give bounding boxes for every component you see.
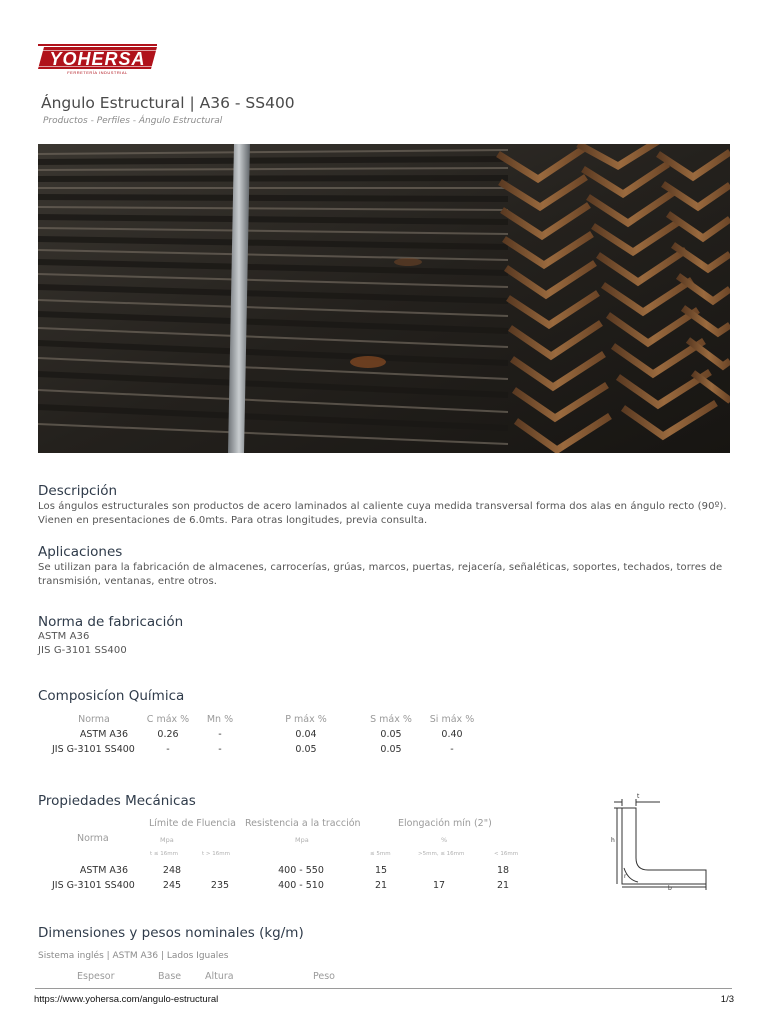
col-header-espesor: Espesor xyxy=(77,971,115,982)
footer-divider xyxy=(35,988,732,989)
brand-logo[interactable] xyxy=(38,44,157,78)
chemical-composition-table xyxy=(42,712,484,757)
table-cell: 17 xyxy=(432,880,446,891)
steel-angles-image xyxy=(38,144,730,453)
group-header-elongacion: Elongación mín (2") xyxy=(398,818,492,829)
table-cell: - xyxy=(218,744,222,755)
angle-section-icon xyxy=(608,790,714,890)
col-header-altura: Altura xyxy=(205,971,234,982)
table-cell: 0.05 xyxy=(295,744,317,755)
logo-wordmark: YOHERSA xyxy=(49,49,146,69)
table-cell xyxy=(198,863,242,878)
table-cell: 235 xyxy=(210,880,230,891)
unit-fluencia: Mpa xyxy=(160,836,174,844)
table-row xyxy=(42,878,530,893)
table-cell: 21 xyxy=(496,880,510,891)
breadcrumb[interactable]: Productos - Perfiles - Ángulo Estructural xyxy=(43,116,223,126)
table-cell: 0.05 xyxy=(380,744,402,755)
table-cell: ASTM A36 xyxy=(79,865,128,876)
page-number: 1/3 xyxy=(720,994,734,1005)
logo-tagline: FERRETERÍA INDUSTRIAL xyxy=(67,70,128,75)
unit-traccion: Mpa xyxy=(295,836,309,844)
sub-header: t > 16mm xyxy=(202,851,230,857)
table-cell: JIS G-3101 SS400 xyxy=(52,880,135,891)
unit-elongacion: % xyxy=(441,836,448,844)
angle-profile-diagram xyxy=(608,790,714,890)
table-cell: 0.04 xyxy=(295,729,317,740)
table-cell: 0.40 xyxy=(441,729,463,740)
page-title: Ángulo Estructural | A36 - SS400 xyxy=(41,94,295,112)
norma-item: ASTM A36 xyxy=(38,631,90,642)
table-cell: - xyxy=(450,744,454,755)
section-heading-aplicaciones: Aplicaciones xyxy=(38,544,123,560)
table-cell: - xyxy=(166,744,170,755)
sub-header: t ≤ 16mm xyxy=(150,851,178,857)
label-r: r xyxy=(624,873,627,880)
table-cell: 400 - 550 xyxy=(278,865,324,876)
norma-item: JIS G-3101 SS400 xyxy=(38,644,127,656)
table-cell: 0.05 xyxy=(380,729,402,740)
descripcion-line-2: Vienen en presentaciones de 6.0mts. Para otras longitudes, previa consulta. xyxy=(38,514,428,526)
sub-header: < 16mm xyxy=(494,851,519,857)
col-header-base: Base xyxy=(158,971,182,982)
aplicaciones-line-1: Se utilizan para la fabricación de almacenes, carrocerías, grúas, marcos, puertas, rejacería, señaléticas, soportes, techados, torres de xyxy=(38,562,723,573)
section-heading-dimensiones: Dimensiones y pesos nominales (kg/m) xyxy=(38,925,304,941)
table-header-row xyxy=(42,712,484,727)
table-cell: 15 xyxy=(374,865,388,876)
table-cell: 18 xyxy=(496,865,510,876)
aplicaciones-line-2: transmisión, ventanas, entre otros. xyxy=(38,575,218,587)
table-cell: - xyxy=(218,729,222,740)
product-photo xyxy=(38,144,730,453)
col-header: Norma xyxy=(78,714,110,725)
section-heading-quimica: Composicíon Química xyxy=(38,688,185,704)
table-cell: 0.26 xyxy=(157,729,179,740)
col-header: Si máx % xyxy=(429,714,475,725)
table-cell: 400 - 510 xyxy=(278,880,324,891)
section-heading-mecanicas: Propiedades Mecánicas xyxy=(38,793,196,809)
col-header: Mn % xyxy=(206,714,234,725)
table-row xyxy=(42,742,484,757)
group-header-traccion: Resistencia a la tracción xyxy=(245,818,361,829)
sub-header: ≤ 5mm xyxy=(370,851,391,857)
mechanical-properties-table xyxy=(42,863,530,893)
dimensiones-subtitle: Sistema inglés | ASTM A36 | Lados Iguales xyxy=(38,951,229,961)
table-cell: 245 xyxy=(162,880,182,891)
label-t: t xyxy=(637,793,640,800)
table-cell: 21 xyxy=(374,880,388,891)
col-header-norma: Norma xyxy=(77,833,109,844)
descripcion-line-1: Los ángulos estructurales son productos de acero laminados al caliente cuya medida transversal forma dos alas en ángulo recto (90º). xyxy=(38,501,727,512)
table-cell xyxy=(402,863,476,878)
col-header: P máx % xyxy=(285,714,327,725)
descripcion-text xyxy=(38,500,738,527)
sub-header: >5mm, ≤ 16mm xyxy=(418,851,465,857)
table-row xyxy=(42,727,484,742)
label-h: h xyxy=(611,837,615,844)
table-cell: JIS G-3101 SS400 xyxy=(52,744,135,755)
col-header: C máx % xyxy=(146,714,190,725)
table-cell: 248 xyxy=(162,865,182,876)
group-header-fluencia: Límite de Fluencia xyxy=(149,818,236,829)
norma-list xyxy=(38,630,127,657)
col-header: S máx % xyxy=(370,714,412,725)
aplicaciones-text xyxy=(38,561,738,588)
col-header-peso: Peso xyxy=(313,971,335,982)
label-b: b xyxy=(668,885,672,890)
section-heading-descripcion: Descripción xyxy=(38,483,118,499)
footer-url-link[interactable]: https://www.yohersa.com/angulo-estructural xyxy=(34,994,219,1005)
section-heading-norma: Norma de fabricación xyxy=(38,614,184,630)
table-row xyxy=(42,863,530,878)
table-cell: ASTM A36 xyxy=(79,729,128,740)
